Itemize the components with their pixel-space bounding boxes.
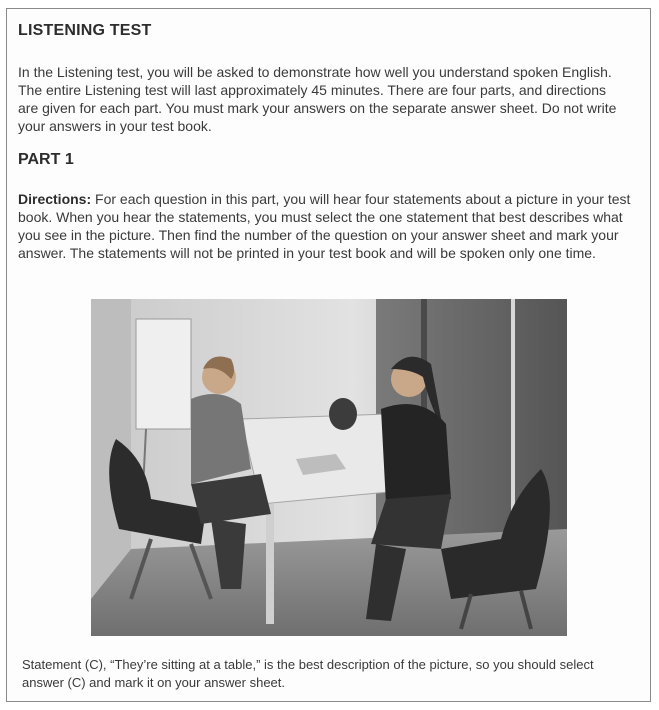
- directions-paragraph: [18, 190, 632, 262]
- intro-paragraph: In the Listening test, you will be asked to demonstrate how well you understand spoken English. The entire Listening test will last approximately 45 minutes. There are four parts, and directions are given for each part. You must mark your answers on the separate answer sheet. Do not write your answers in your test book.: [18, 64, 617, 134]
- directions-text: For each question in this part, you will hear four statements about a picture in your test book. When you hear the statements, you must select the one statement that best describes what you see in the picture. Then find the number of the question on your answer sheet and mark your answer. The statements will not be printed in your test book and will be spoken only one time.: [18, 191, 631, 261]
- meeting-photo-illustration: [91, 299, 567, 636]
- meeting-photo: [91, 299, 567, 636]
- example-explanation: Statement (C), “They’re sitting at a table,” is the best description of the picture, so you should select answer (C) and mark it on your answer sheet.: [22, 657, 594, 690]
- section-title: LISTENING TEST: [18, 22, 152, 39]
- part-heading: PART 1: [18, 151, 74, 168]
- directions-label: Directions:: [18, 191, 92, 207]
